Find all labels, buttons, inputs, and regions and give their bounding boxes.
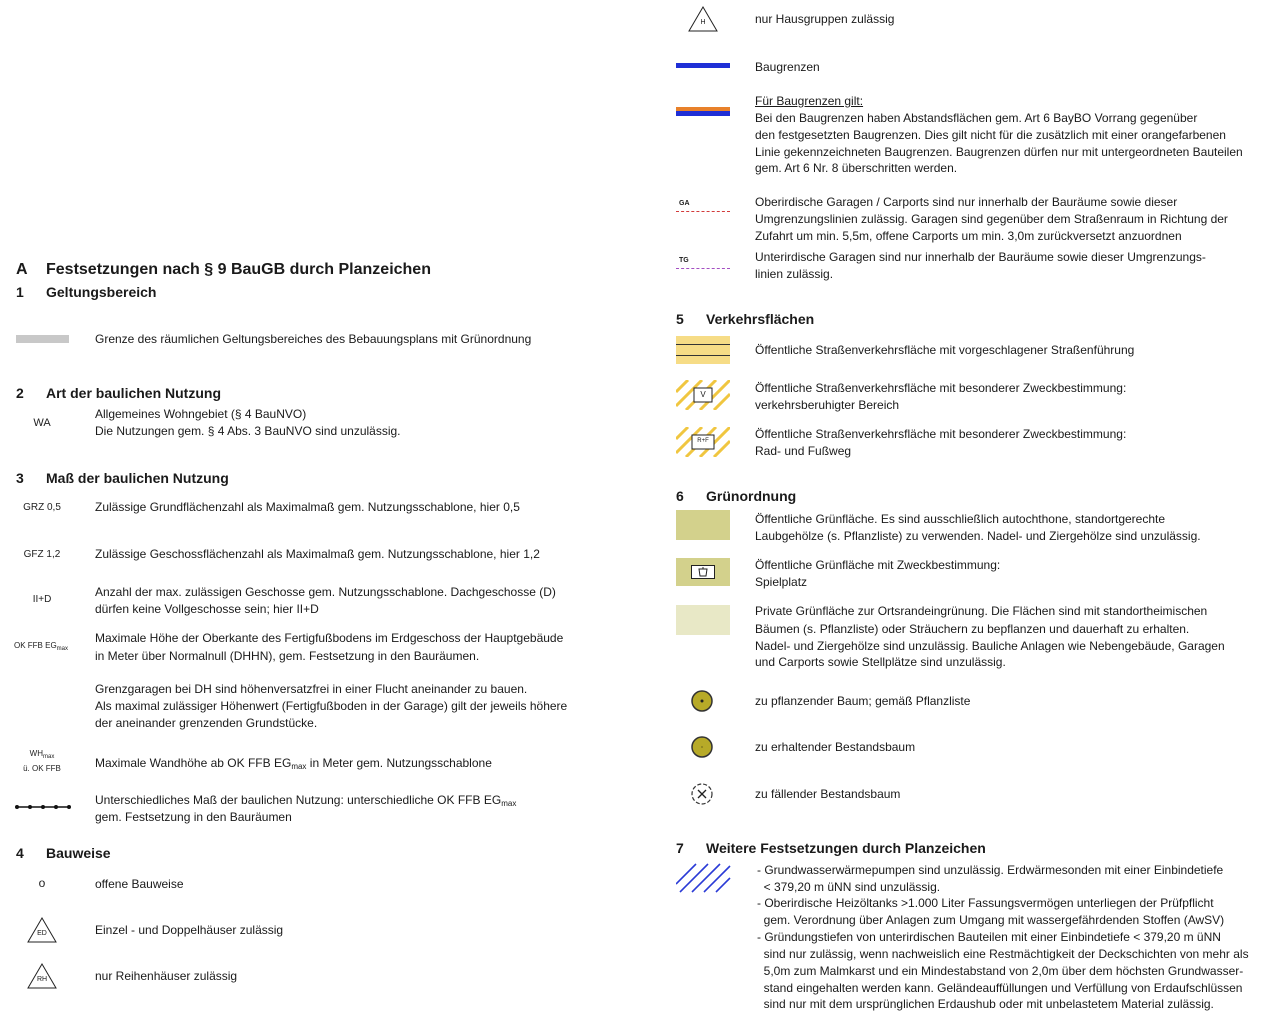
section-a-title <box>16 261 431 279</box>
wa-text-line1: Allgemeines Wohngebiet (§ 4 BauNVO) <box>95 407 307 421</box>
h-triangle-icon <box>687 5 719 33</box>
spielplatz-symbol <box>676 558 730 586</box>
wh-text-pre: Maximale Wandhöhe ab OK FFB EG <box>95 756 292 770</box>
offene-bauweise-symbol: o <box>38 876 46 890</box>
weitere-line-6: 5,0m zum Malmkarst und ein Mindestabstand von 2,0m über dem höchsten Grundwasser- <box>757 964 1244 978</box>
wh-text <box>95 755 492 775</box>
okffb-symbol <box>14 641 74 652</box>
baugrenzen-line-symbol <box>676 63 730 68</box>
section-7-title: Weitere Festsetzungen durch Planzeichen <box>706 840 986 856</box>
baugrenzen-gilt-title-text: Für Baugrenzen gilt: <box>755 94 864 108</box>
section-6-heading <box>676 488 796 504</box>
privat-line3: Nadel- und Ziergehölze sind unzulässig. Bauliche Anlagen wie Nebengebäude, Garagen <box>755 639 1225 653</box>
spielplatz-line1: Öffentliche Grünfläche mit Zweckbestimmung: <box>755 558 1001 572</box>
strasse-symbol <box>676 336 730 364</box>
ga-line2: Umgrenzungslinien zulässig. Garagen sind gegenüber dem Straßenraum in Richtung der <box>755 212 1228 226</box>
section-1-heading <box>16 284 156 300</box>
section-a-letter: A <box>16 261 28 278</box>
gruenflaeche-line1: Öffentliche Grünfläche. Es sind ausschließlich autochthone, standortgerechte <box>755 512 1166 526</box>
spielplatz-icon <box>691 565 715 579</box>
spielplatz-line2: Spielplatz <box>755 575 808 589</box>
section-6-title: Grünordnung <box>706 488 797 504</box>
rh-symbol-label: RH <box>36 976 48 983</box>
gfz-text: Zulässige Geschossflächenzahl als Maximalmaß gem. Nutzungsschablone, hier 1,2 <box>95 547 540 561</box>
strasse-symbol-line-bottom <box>676 355 730 356</box>
section-7-number: 7 <box>676 840 684 856</box>
wh-symbol-line2: ü. OK FFB <box>23 764 61 773</box>
geschosse-symbol: II+D <box>32 594 52 605</box>
ed-text: Einzel - und Doppelhäuser zulässig <box>95 923 284 937</box>
okffb-text-line2: in Meter über Normalnull (DHHN), gem. Festsetzung in den Bauräumen. <box>95 649 480 663</box>
okffb-symbol-sub: max <box>56 646 69 652</box>
wa-text-line2: Die Nutzungen gem. § 4 Abs. 3 BauNVO sind unzulässig. <box>95 424 401 438</box>
gruenflaeche-line2: Laubgehölze (s. Pflanzliste) zu verwenden. Nadel- und Ziergehölze sind unzulässig. <box>755 529 1201 543</box>
rad-fuss-line2: Rad- und Fußweg <box>755 444 852 458</box>
section-5-number: 5 <box>676 311 684 327</box>
weitere-festsetzungen-hatch-symbol <box>676 862 732 894</box>
ga-line3: Zufahrt um min. 5,5m, offene Carports um min. 3,0m zurückversetzt anzuordnen <box>755 229 1182 243</box>
rh-triangle-icon <box>26 962 58 990</box>
tg-symbol <box>676 256 730 269</box>
wh-text-sub: max <box>291 762 307 771</box>
section-3-number: 3 <box>16 470 24 486</box>
baum-pflanzen-text: zu pflanzender Baum; gemäß Pflanzliste <box>755 694 971 708</box>
ga-symbol-label: GA <box>679 200 690 207</box>
grenzgaragen-line1: Grenzgaragen bei DH sind höhenversatzfrei in einer Flucht aneinander zu bauen. <box>95 682 528 696</box>
grz-symbol: GRZ 0,5 <box>23 502 61 513</box>
baugrenzen-text: Baugrenzen <box>755 60 820 74</box>
grenzgaragen-line3: der aneinander grenzenden Grundstücke. <box>95 716 318 730</box>
privat-line2: Bäumen (s. Pflanzliste) oder Sträuchern zu bepflanzen und dauerhaft zu erhalten. <box>755 622 1190 636</box>
rad-fuss-symbol <box>676 427 730 457</box>
baum-erhalten-icon <box>690 735 714 759</box>
h-symbol-label: H <box>700 19 706 26</box>
baugrenzen-gilt-line1: Bei den Baugrenzen haben Abstandsflächen gem. Art 6 BayBO Vorrang gegenüber <box>755 111 1198 125</box>
verkehrsberuhigt-line2: verkehrsberuhigter Bereich <box>755 398 900 412</box>
privat-line4: und Carports sowie Stellplätze sind unzulässig. <box>755 655 1006 669</box>
wh-text-post: in Meter gem. Nutzungsschablone <box>306 756 492 770</box>
strasse-text: Öffentliche Straßenverkehrsfläche mit vorgeschlagener Straßenführung <box>755 343 1135 357</box>
verkehrsberuhigt-symbol-label: V <box>700 390 706 399</box>
weitere-line-0: - Grundwasserwärmepumpen sind unzulässig. Erdwärmesonden mit einer Einbindetiefe <box>757 863 1224 877</box>
verkehrsberuhigt-symbol <box>676 380 730 410</box>
tg-symbol-label: TG <box>679 257 689 264</box>
section-5-title: Verkehrsflächen <box>706 311 815 327</box>
rad-fuss-line1: Öffentliche Straßenverkehrsfläche mit besonderer Zweckbestimmung: <box>755 427 1127 441</box>
baum-faellen-icon <box>690 782 714 806</box>
weitere-line-8: sind nur mit dem ursprünglichen Erdaushub oder mit unbelastetem Material zulässig. <box>757 997 1214 1011</box>
okffb-symbol-main: OK FFB EG <box>14 641 57 650</box>
verkehrsberuhigt-line1: Öffentliche Straßenverkehrsfläche mit besonderer Zweckbestimmung: <box>755 381 1127 395</box>
wh-symbol <box>14 748 70 774</box>
section-4-title: Bauweise <box>46 845 111 861</box>
ga-line1: Oberirdische Garagen / Carports sind nur innerhalb der Bauräume sowie dieser <box>755 195 1178 209</box>
section-3-heading <box>16 470 229 486</box>
section-5-heading <box>676 311 814 327</box>
section-2-title: Art der baulichen Nutzung <box>46 385 221 401</box>
section-4-number: 4 <box>16 845 24 861</box>
weitere-line-2: - Oberirdische Heizöltanks >1.000 Liter Fassungsvermögen unterliegen der Prüfpflicht <box>757 896 1214 910</box>
oeffentliche-gruenflaeche-symbol <box>676 510 730 540</box>
section-6-number: 6 <box>676 488 684 504</box>
nutzungsgrenze-line2: gem. Festsetzung in den Bauräumen <box>95 810 292 824</box>
baum-faellen-text: zu fällender Bestandsbaum <box>755 787 901 801</box>
private-gruenflaeche-symbol <box>676 605 730 635</box>
wh-symbol-main: WH <box>29 749 43 758</box>
grenzgaragen-line2: Als maximal zulässiger Höhenwert (Fertigfußboden in der Garage) gilt der jeweils höhere <box>95 699 568 713</box>
rad-fuss-symbol-label: R+F <box>697 438 709 444</box>
baugrenzen-gilt-line3: Linie gekennzeichneten Baugrenzen. Baugrenzen dürfen nur mit untergeordneten Bauteilen <box>755 145 1243 159</box>
gfz-symbol: GFZ 1,2 <box>23 549 61 560</box>
section-3-title: Maß der baulichen Nutzung <box>46 470 229 486</box>
offene-bauweise-text: offene Bauweise <box>95 877 184 891</box>
baum-erhalten-text: zu erhaltender Bestandsbaum <box>755 740 916 754</box>
nutzungsgrenze-symbol <box>14 802 72 812</box>
geschosse-text-line2: dürfen keine Vollgeschosse sein; hier II+D <box>95 602 319 616</box>
ed-symbol-label: ED <box>37 930 47 937</box>
baugrenzen-blue-line-symbol <box>676 111 730 116</box>
weitere-line-1: < 379,20 m üNN sind unzulässig. <box>757 880 941 894</box>
nutzungsgrenze-line1-pre: Unterschiedliches Maß der baulichen Nutzung: unterschiedliche OK FFB EG <box>95 793 502 807</box>
tg-line2: linien zulässig. <box>755 267 834 281</box>
weitere-line-4: - Gründungstiefen von unterirdischen Bauteilen mit einer Einbindetiefe < 379,20 m üNN <box>757 930 1221 944</box>
section-4-heading <box>16 845 111 861</box>
section-2-number: 2 <box>16 385 24 401</box>
ed-triangle-icon <box>26 916 58 944</box>
weitere-line-3: gem. Verordnung über Anlagen zum Umgang mit wassergefährdenden Stoffen (AwSV) <box>757 913 1225 927</box>
geltungsbereich-line-symbol <box>16 335 69 343</box>
wa-symbol: WA <box>33 417 51 429</box>
baugrenzen-gilt-line4: gem. Art 6 Nr. 8 überschritten werden. <box>755 161 958 175</box>
weitere-line-5: sind nur zulässig, wenn nachweislich eine Restmächtigkeit der Deckschichten von mehr als <box>757 947 1249 961</box>
section-a-title-text: Festsetzungen nach § 9 BauGB durch Planzeichen <box>46 261 431 278</box>
weitere-line-7: stand eingehalten werden kann. Geländeauffüllungen und Verfüllung von Erdaufschlüssen <box>757 981 1243 995</box>
okffb-text-line1: Maximale Höhe der Oberkante des Fertigfußbodens im Erdgeschoss der Hauptgebäude <box>95 631 564 645</box>
h-text: nur Hausgruppen zulässig <box>755 12 895 26</box>
section-1-title: Geltungsbereich <box>46 284 157 300</box>
wh-symbol-sub: max <box>42 754 55 760</box>
baugrenzen-gilt-title <box>755 93 863 110</box>
tg-line1: Unterirdische Garagen sind nur innerhalb der Bauräume sowie dieser Umgrenzungs- <box>755 250 1206 264</box>
privat-line1: Private Grünfläche zur Ortsrandeingrünung. Die Flächen sind mit standortheimischen <box>755 604 1208 618</box>
nutzungsgrenze-line1-sub: max <box>501 799 517 808</box>
grz-text: Zulässige Grundflächenzahl als Maximalmaß gem. Nutzungsschablone, hier 0,5 <box>95 500 520 514</box>
rh-text: nur Reihenhäuser zulässig <box>95 969 238 983</box>
ga-symbol <box>676 199 730 212</box>
section-7-heading <box>676 840 986 856</box>
baugrenzen-gilt-line2: den festgesetzten Baugrenzen. Dies gilt nicht für die zusätzlich mit einer orangefarbenen <box>755 128 1226 142</box>
strasse-symbol-line-top <box>676 344 730 345</box>
geschosse-text-line1: Anzahl der max. zulässigen Geschosse gem. Nutzungsschablone. Dachgeschosse (D) <box>95 585 556 599</box>
section-1-number: 1 <box>16 284 24 300</box>
section-2-heading <box>16 385 221 401</box>
baum-pflanzen-icon <box>690 689 714 713</box>
geltungsbereich-text: Grenze des räumlichen Geltungsbereiches des Bebauungsplans mit Grünordnung <box>95 332 532 346</box>
